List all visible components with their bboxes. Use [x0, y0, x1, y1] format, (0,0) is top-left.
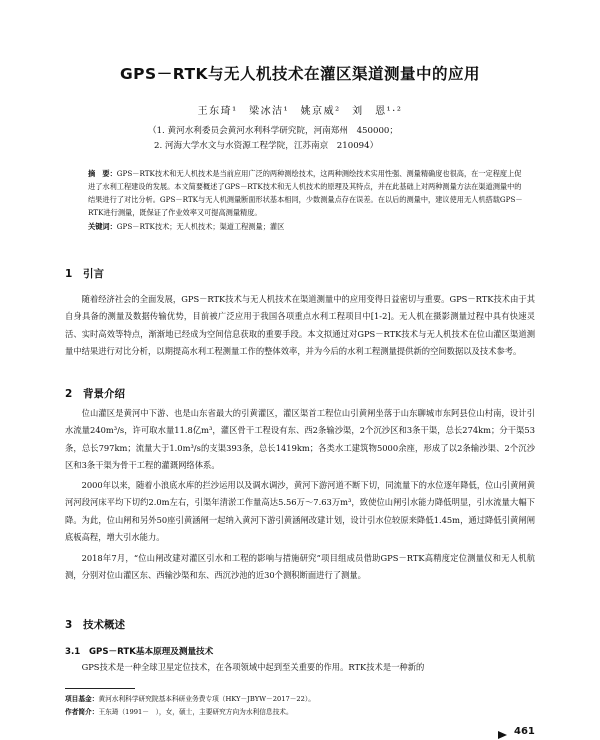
paragraph-intro: 随着经济社会的全面发展，GPS－RTK技术与无人机技术在渠道测量中的应用变得日益密切与重要。GPS－RTK技术由于其自身具备的测量及数据传输优势，目前被广泛应用于我国各项重点水利工程项目中[1-2]。无人机在摄影测量过程中具有快速灵活、实时高效等特点，渐渐地已经成为空间信息获取的重要手段。本文拟通过对GPS－RTK技术与无人机技术在位山灌区渠道测量中结果进行对比分析，以期提高水利工程测量工作的整体效率，并为今后的水利工程测量提供新的空间数据以及技术参考。 [65, 294, 535, 356]
paragraph-background-1: 位山灌区是黄河中下游、也是山东省最大的引黄灌区，灌区渠首工程位山引黄闸坐落于山东聊城市东阿县位山村南，设计引水流量240m³/s，许可取水量11.8亿m³，灌区骨干工程设有东、西2条输沙渠，2个沉沙区和3条干渠，总长274km；分干渠53条，总长797km；流量大于1.0m³/s的支渠393条，总长1419km；各类水工建筑物5000余座，形成了以2条输沙渠、2个沉沙区和3条干渠为骨干工程的灌溉网络体系。 [65, 408, 535, 470]
footnote-fund-text: 黄河水利科学研究院基本科研业务费专项（HKY－JBYW－2017－22）。 [98, 695, 315, 703]
paragraph-tech: GPS技术是一种全球卫星定位技术，在各项领域中起到至关重要的作用。RTK技术是一种新的 [81, 662, 425, 672]
abstract-label: 摘 要： [88, 169, 117, 178]
section-heading-intro [65, 266, 104, 281]
affiliation-1: （1. 黄河水利委员会黄河水利科学研究院，河南郑州 450000； [148, 126, 398, 136]
section-number: 3 [65, 619, 73, 631]
section-number: 1 [65, 268, 73, 280]
section-title: 背景介绍 [83, 388, 125, 400]
footnote-author [65, 707, 535, 718]
abstract-text: GPS－RTK技术和无人机技术是当前应用广泛的两种测绘技术，这两种测绘技术实用性强、测量精确度也很高，在一定程度上促进了水利工程建设的发展。本文简要概述了GPS－RTK技术和无人机技术的原理及其特点，并在此基础上对两种测量方法在渠道测量中的结果进行了对比分析。GPS－RTK与无人机测量断面形状基本相同，少数测量点存在误差。在以后的测量中，建议使用无人机搭载GPS－RTK进行测量，既保证了作业效率又可提高测量精度。 [88, 169, 523, 217]
footnote-author-text: 王东琦（1991－ ），女，硕士，主要研究方向为水利信息技术。 [98, 708, 293, 716]
section-heading-background [65, 386, 125, 401]
page-number [498, 726, 562, 740]
footnote-fund [65, 694, 535, 705]
paragraph-background-3: 2018年7月，“位山闸改建对灌区引水和工程的影响与措施研究”项目组成员借助GPS－RTK高精度定位测量仪和无人机航测，分别对位山灌区东、西输沙渠和东、西沉沙池的近30个测积断面进行了测量。 [65, 553, 535, 581]
footnote-fund-label: 项目基金： [65, 695, 99, 703]
section-heading-tech [65, 617, 125, 632]
subsection-heading [65, 645, 213, 657]
section-title: 引言 [83, 268, 104, 280]
footnote-divider [65, 688, 135, 689]
section-number: 2 [65, 388, 73, 400]
affiliation-2: 2. 河海大学水文与水资源工程学院，江苏南京 210094） [154, 141, 379, 151]
page-arrow-icon [498, 731, 507, 739]
page-number-text: 461 [514, 726, 535, 737]
abstract-block [88, 167, 528, 233]
keywords-text: GPS－RTK技术；无人机技术；渠道工程测量；灌区 [116, 222, 285, 231]
footnote-author-label: 作者简介： [65, 708, 99, 716]
paper-title: GPS－RTK与无人机技术在灌区渠道测量中的应用 [119, 65, 481, 83]
abstract [88, 167, 528, 219]
subsection-number: 3.1 [65, 647, 81, 657]
section-title: 技术概述 [83, 619, 125, 631]
keywords [88, 220, 528, 233]
keywords-label: 关键词： [88, 222, 117, 231]
authors-line: 王东琦¹ 梁冰洁¹ 姚京威² 刘 恩¹·² [197, 106, 403, 117]
subsection-title: GPS－RTK基本原理及测量技术 [89, 647, 214, 657]
paragraph-background-2: 2000年以来，随着小浪底水库的拦沙运用以及调水调沙，黄河下游河道不断下切，同流量下的水位逐年降低，位山引黄闸黄河河段河床平均下切约2.0m左右，引渠年清淤工作量高达5.56万～7.63万m³，致使位山闸引水能力降低明显，引水流量大幅下降。为此，位山闸和另外50座引黄涵闸一起纳入黄河下游引黄涵闸改建计划，设计引水位较原来降低1.45m，通过降低引黄闸闸底板高程，增大引水能力。 [65, 480, 535, 542]
affiliations [148, 124, 478, 154]
